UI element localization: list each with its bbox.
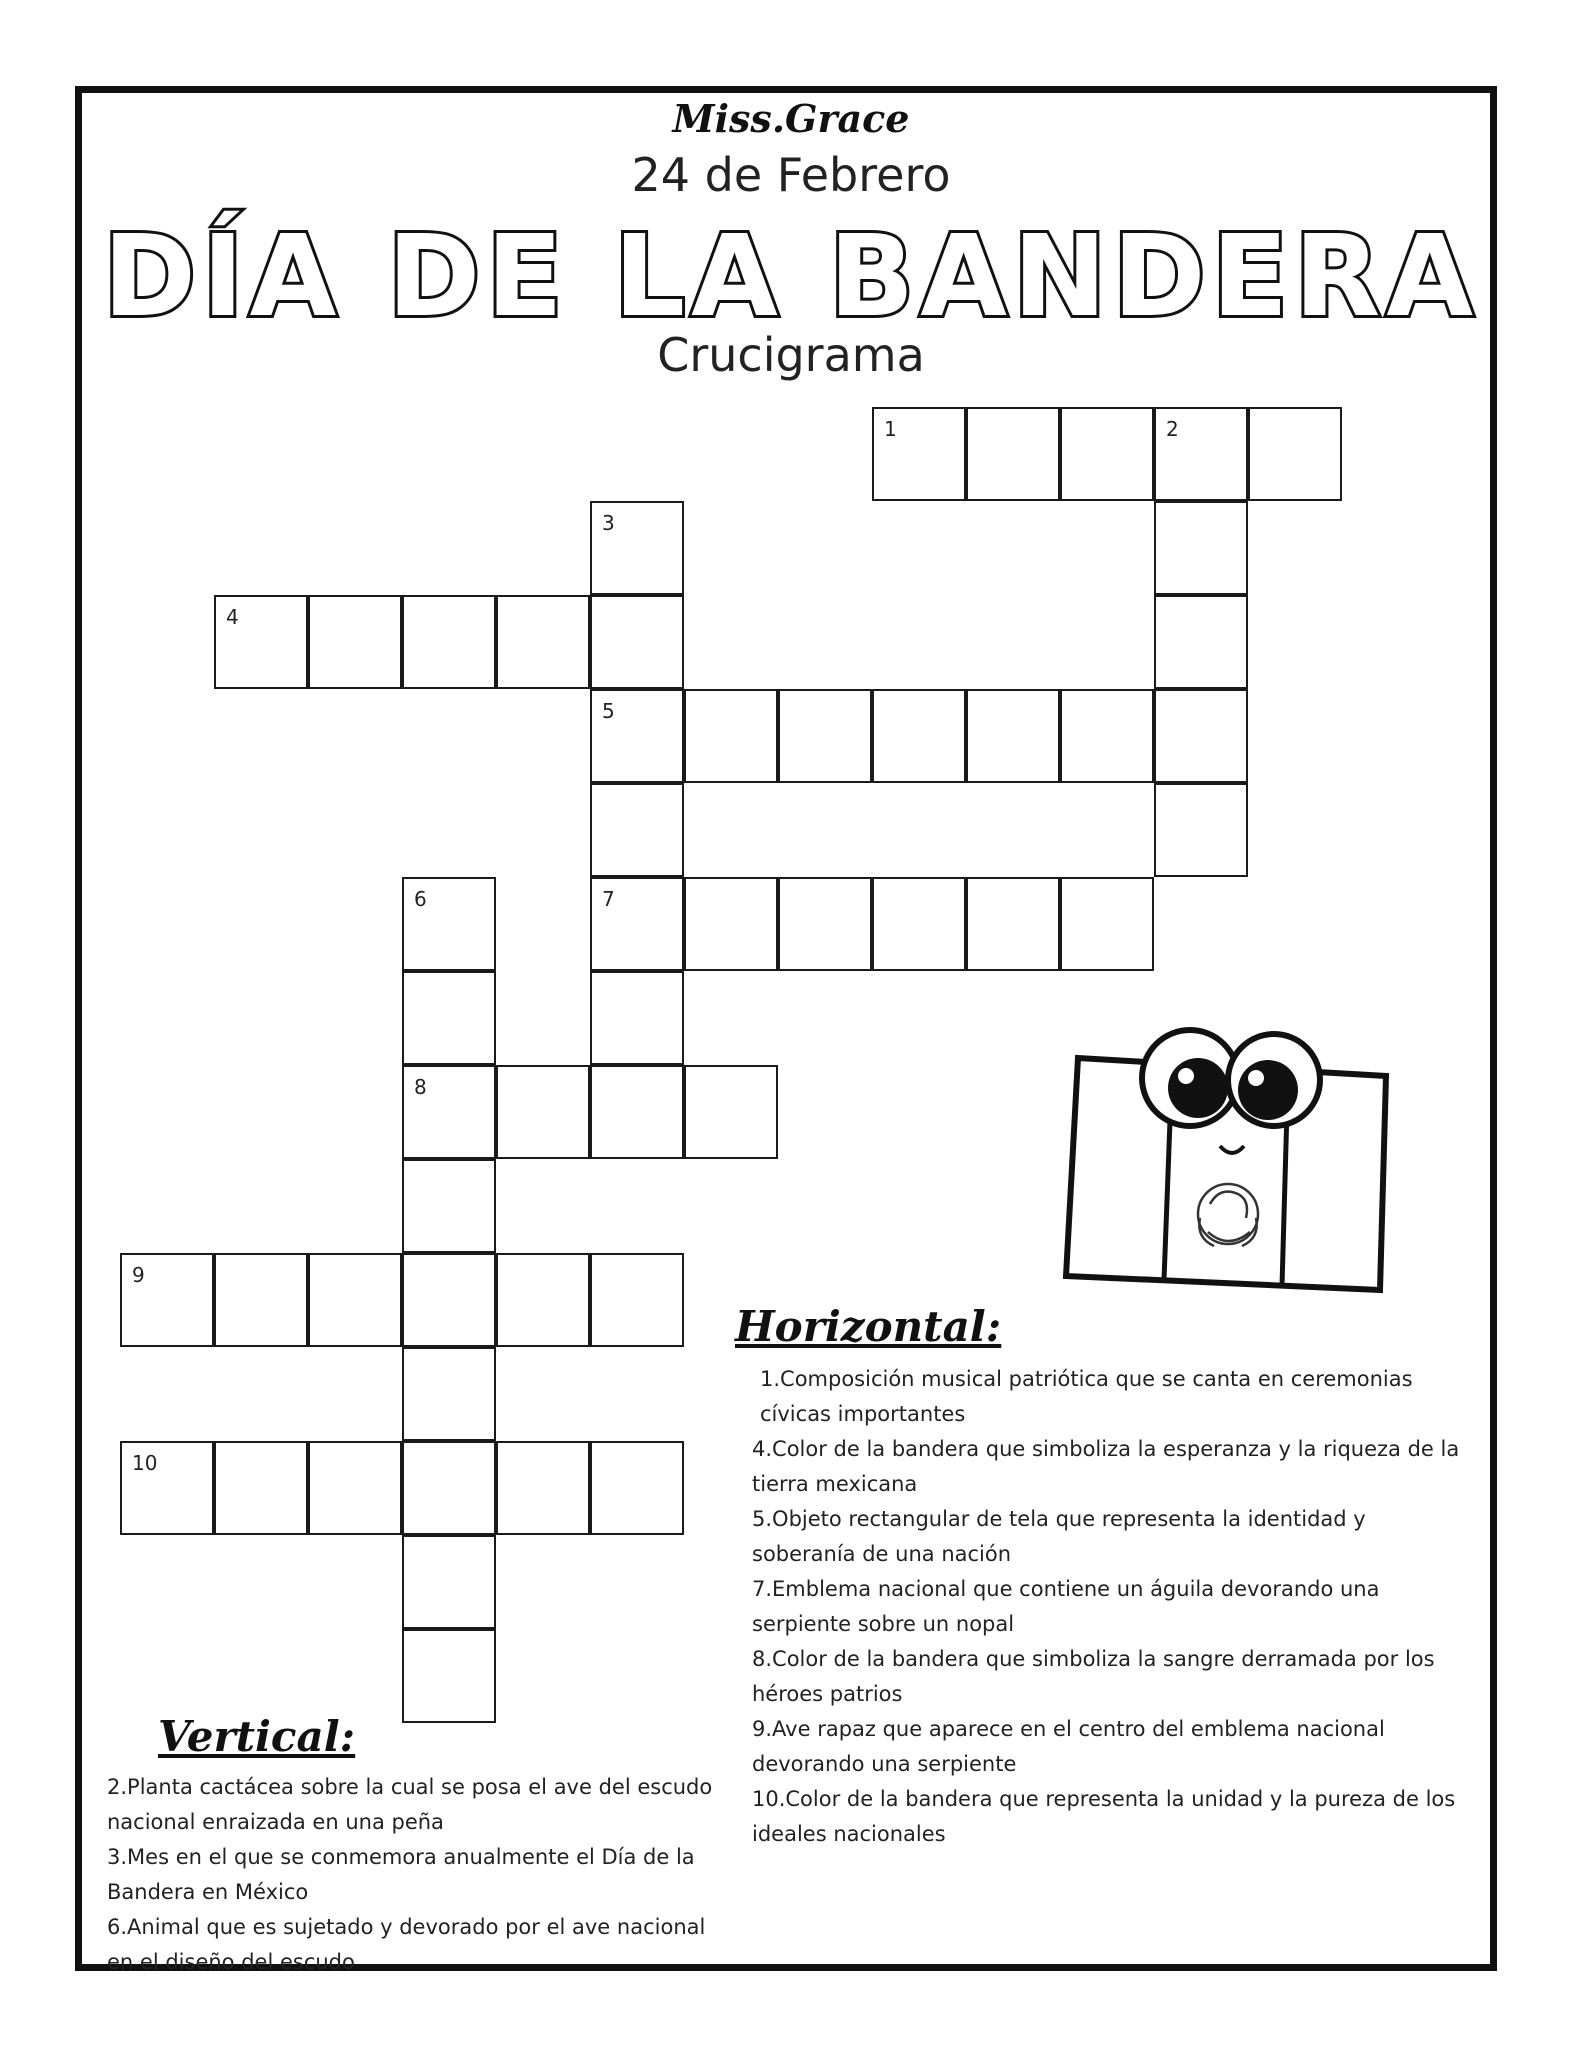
clue-number: 4 [226, 605, 239, 629]
clue-number: 9 [132, 1263, 145, 1287]
crossword-cell[interactable] [684, 689, 778, 783]
crossword-cell[interactable] [402, 877, 496, 971]
clue-number: 7 [602, 887, 615, 911]
crossword-cell[interactable] [1154, 689, 1248, 783]
clue-number: 8 [414, 1075, 427, 1099]
crossword-cell[interactable] [308, 1441, 402, 1535]
crossword-cell[interactable] [872, 407, 966, 501]
crossword-cell[interactable] [402, 1535, 496, 1629]
crossword-cell[interactable] [214, 1441, 308, 1535]
clue-number: 10 [132, 1451, 158, 1475]
clue-number: 2 [1166, 417, 1179, 441]
crossword-cell[interactable] [966, 407, 1060, 501]
crossword-cell[interactable] [966, 689, 1060, 783]
crossword-cell[interactable] [308, 595, 402, 689]
crossword-cell[interactable] [590, 595, 684, 689]
crossword-cell[interactable] [120, 1253, 214, 1347]
crossword-cell[interactable] [120, 1441, 214, 1535]
crossword-cell[interactable] [214, 1253, 308, 1347]
crossword-cell[interactable] [872, 689, 966, 783]
clue-horizontal-8: 8.Color de la bandera que simboliza la sangre derramada por los héroes patrios [752, 1647, 1435, 1706]
clue-number: 5 [602, 699, 615, 723]
crossword-cell[interactable] [214, 595, 308, 689]
date-label: 24 de Febrero [631, 148, 951, 202]
crossword-cell[interactable] [496, 1065, 590, 1159]
vertical-clues-list [107, 1770, 732, 1980]
crossword-cell[interactable] [590, 877, 684, 971]
clue-horizontal-1: 1.Composición musical patriótica que se canta en ceremonias cívicas importantes [760, 1367, 1413, 1426]
crossword-cell[interactable] [590, 501, 684, 595]
crossword-cell[interactable] [1060, 689, 1154, 783]
crossword-cell[interactable] [966, 877, 1060, 971]
horizontal-clues-list [752, 1362, 1464, 1852]
clue-horizontal-5: 5.Objeto rectangular de tela que representa la identidad y soberanía de una nación [752, 1507, 1366, 1566]
crossword-cell[interactable] [778, 877, 872, 971]
crossword-cell[interactable] [778, 689, 872, 783]
crossword-cell[interactable] [1154, 407, 1248, 501]
crossword-cell[interactable] [496, 1253, 590, 1347]
crossword-cell[interactable] [590, 1441, 684, 1535]
clue-number: 3 [602, 511, 615, 535]
crossword-cell[interactable] [590, 689, 684, 783]
crossword-cell[interactable] [684, 1065, 778, 1159]
crossword-cell[interactable] [496, 1441, 590, 1535]
clue-horizontal-10: 10.Color de la bandera que representa la unidad y la pureza de los ideales nacionales [752, 1787, 1456, 1846]
crossword-cell[interactable] [402, 1629, 496, 1723]
page-title: DÍA DE LA BANDERA [103, 212, 1479, 342]
horizontal-heading: Horizontal: [735, 1302, 1002, 1351]
crossword-cell[interactable] [402, 1065, 496, 1159]
clue-vertical-3: 3.Mes en el que se conmemora anualmente el Día de la Bandera en México [107, 1845, 695, 1904]
crossword-cell[interactable] [402, 1159, 496, 1253]
crossword-cell[interactable] [402, 1441, 496, 1535]
crossword-cell[interactable] [1154, 783, 1248, 877]
clue-horizontal-7: 7.Emblema nacional que contiene un águila devorando una serpiente sobre un nopal [752, 1577, 1380, 1636]
crossword-cell[interactable] [590, 1065, 684, 1159]
crossword-cell[interactable] [402, 1347, 496, 1441]
crossword-cell[interactable] [1060, 877, 1154, 971]
crossword-cell[interactable] [590, 1253, 684, 1347]
crossword-cell[interactable] [590, 971, 684, 1065]
crossword-cell[interactable] [590, 783, 684, 877]
clue-number: 6 [414, 887, 427, 911]
author-signature: Miss.Grace [672, 96, 910, 141]
crossword-cell[interactable] [402, 1253, 496, 1347]
clue-vertical-2: 2.Planta cactácea sobre la cual se posa el ave del escudo nacional enraizada en una peña [107, 1775, 713, 1834]
crossword-cell[interactable] [1154, 501, 1248, 595]
crossword-cell[interactable] [496, 595, 590, 689]
crossword-cell[interactable] [1248, 407, 1342, 501]
crossword-cell[interactable] [1154, 595, 1248, 689]
flag-mascot-illustration [1060, 1018, 1400, 1300]
clue-vertical-6: 6.Animal que es sujetado y devorado por el ave nacional en el diseño del escudo [107, 1915, 706, 1974]
crossword-cell[interactable] [402, 971, 496, 1065]
crossword-cell[interactable] [308, 1253, 402, 1347]
crossword-cell[interactable] [684, 877, 778, 971]
page-subtitle: Crucigrama [657, 328, 925, 382]
crossword-cell[interactable] [872, 877, 966, 971]
clue-number: 1 [884, 417, 897, 441]
clue-horizontal-4: 4.Color de la bandera que simboliza la esperanza y la riqueza de la tierra mexicana [752, 1437, 1460, 1496]
crossword-cell[interactable] [1060, 407, 1154, 501]
clue-horizontal-9: 9.Ave rapaz que aparece en el centro del emblema nacional devorando una serpiente [752, 1717, 1385, 1776]
crossword-cell[interactable] [402, 595, 496, 689]
vertical-heading: Vertical: [158, 1712, 356, 1761]
